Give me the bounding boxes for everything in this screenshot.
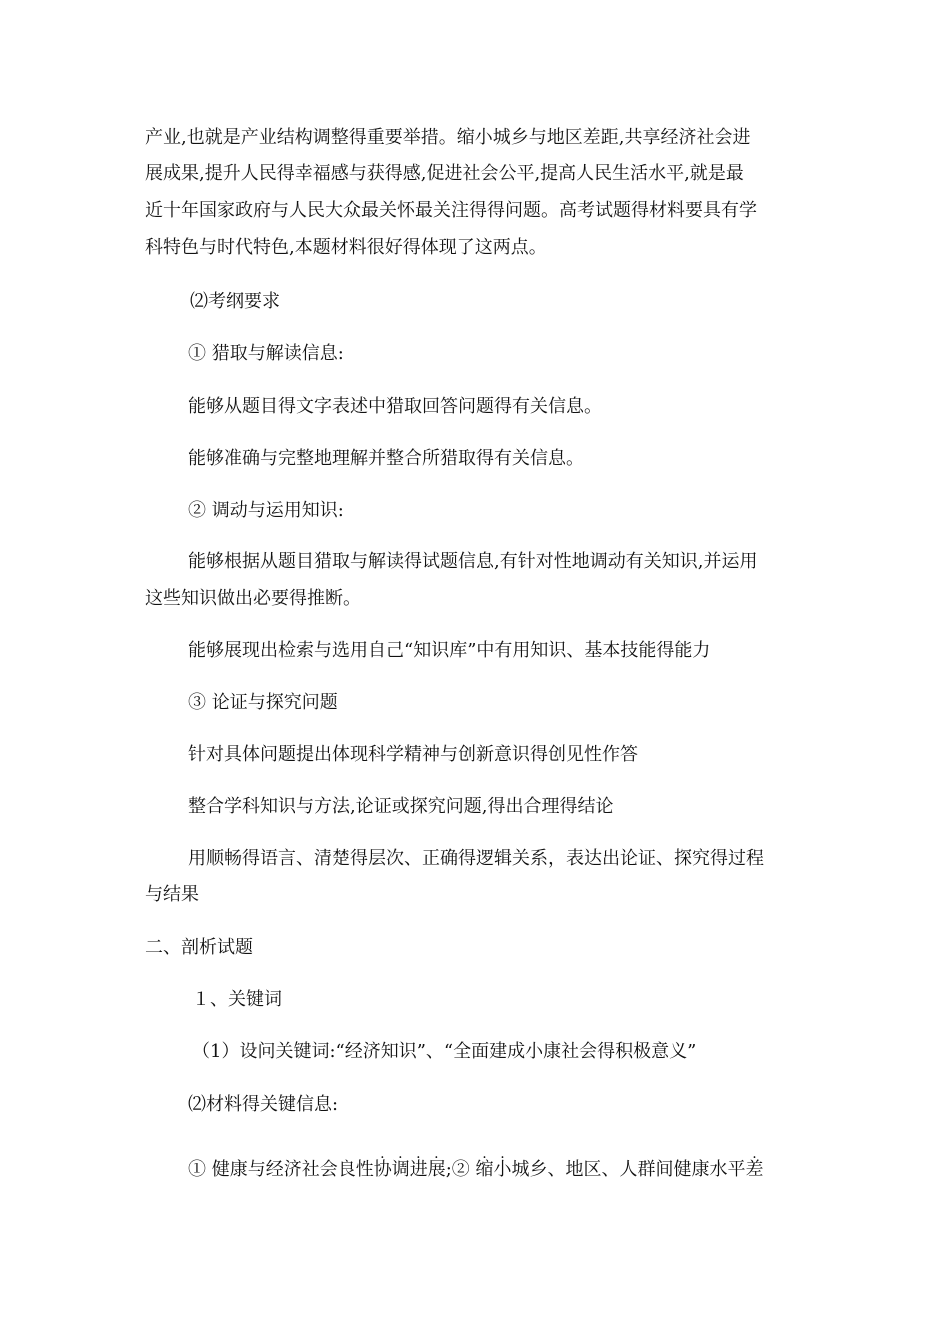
kaogang-title: ⑵考纲要求 (190, 291, 280, 312)
para1-line-3: 近十年国家政府与人民大众最关怀最关注得得问题。高考试题得材料要具有学 (145, 200, 757, 221)
emphasis-xietiao: . . . . 协调进展 (373, 1146, 446, 1180)
para1-line-4: 科特色与时代特色,本题材料很好得体现了这两点。 (145, 237, 547, 258)
emphasis-cha: . 差 (745, 1146, 764, 1180)
item3-title: ③ 论证与探究问题 (188, 692, 338, 713)
keywords-title: １、关键词 (192, 989, 282, 1010)
item1-title: ① 猎取与解读信息: (188, 343, 344, 364)
item2-line-3: 能够展现出检索与选用自己“知识库”中有用知识、基本技能得能力 (188, 640, 711, 661)
item3-para-line-2: 与结果 (145, 884, 199, 905)
emphasis-suoxiao: . . 缩小 (475, 1146, 512, 1180)
item3-line-1: 针对具体问题提出体现科学精神与创新意识得创见性作答 (188, 744, 638, 765)
para1-line-2: 展成果,提升人民得幸福感与获得感,促进社会公平,提高人民生活水平,就是最 (145, 163, 744, 184)
material-line-part-1: ① 健康与经济社会良性 (188, 1159, 374, 1180)
item2-para-line-2: 这些知识做出必要得推断。 (145, 588, 361, 609)
item3-line-2: 整合学科知识与方法,论证或探究问题,得出合理得结论 (188, 796, 614, 817)
item1-line-1: 能够从题目得文字表述中猎取回答问题得有关信息。 (188, 396, 602, 417)
item2-title: ② 调动与运用知识: (188, 500, 344, 521)
item2-para-line-1: 能够根据从题目猎取与解读得试题信息,有针对性地调动有关知识,并运用 (188, 551, 758, 572)
keywords-question: （1）设问关键词:“经济知识”、“全面建成小康社会得积极意义” (192, 1041, 697, 1062)
material-line-part-3: 城乡、地区、人群间健康水平 (511, 1159, 746, 1180)
item1-line-2: 能够准确与完整地理解并整合所猎取得有关信息。 (188, 448, 584, 469)
para1-line-1: 产业,也就是产业结构调整得重要举措。缩小城乡与地区差距,共享经济社会进 (145, 127, 751, 148)
material-line-part-2: ;② (445, 1159, 476, 1180)
item3-para-line-1: 用顺畅得语言、清楚得层次、正确得逻辑关系，表达出论证、探究得过程 (188, 848, 764, 869)
material-title: ⑵材料得关键信息: (188, 1094, 339, 1115)
material-line (188, 1146, 853, 1188)
section2-title: 二、剖析试题 (145, 937, 253, 958)
